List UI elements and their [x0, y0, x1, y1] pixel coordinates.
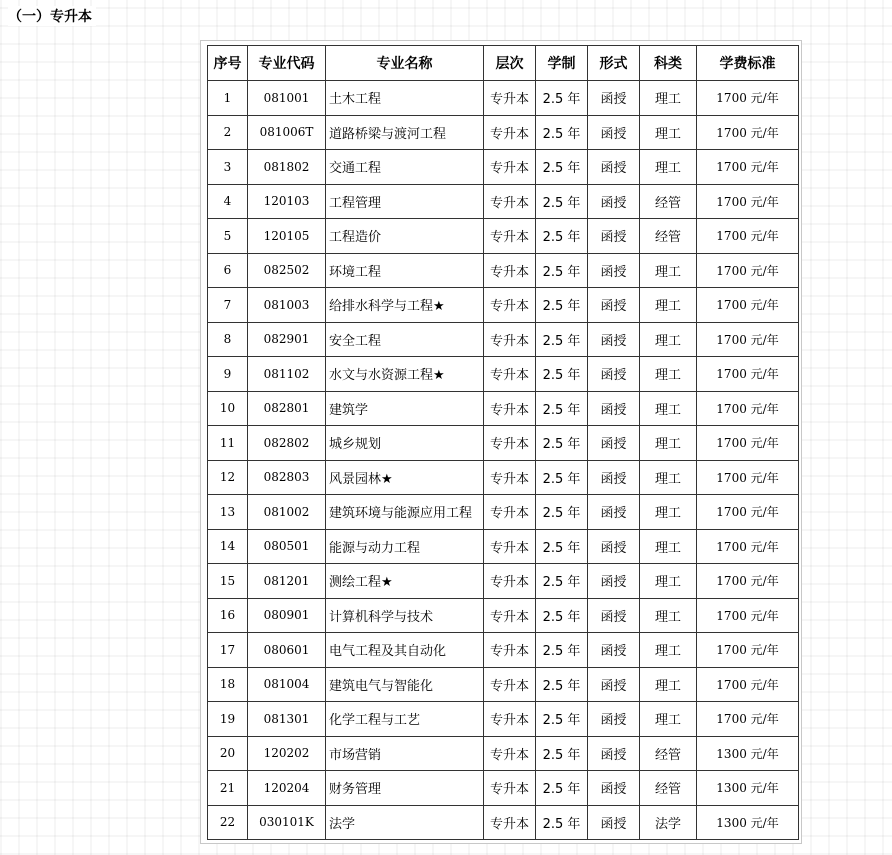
cell-category: 理工	[640, 564, 697, 599]
cell-index: 17	[208, 633, 248, 668]
cell-major-name: 风景园林★	[326, 460, 484, 495]
cell-mode: 函授	[588, 633, 640, 668]
cell-code: 080901	[248, 598, 326, 633]
cell-duration: 2.5 年	[536, 633, 588, 668]
cell-index: 13	[208, 495, 248, 530]
cell-index: 9	[208, 357, 248, 392]
table-row	[208, 598, 799, 633]
cell-code: 082901	[248, 322, 326, 357]
cell-tuition: 1700 元/年	[697, 184, 799, 219]
header-index: 序号	[208, 46, 248, 81]
header-major-name: 专业名称	[326, 46, 484, 81]
cell-category: 经管	[640, 219, 697, 254]
header-code: 专业代码	[248, 46, 326, 81]
cell-code: 081802	[248, 150, 326, 185]
cell-code: 081301	[248, 702, 326, 737]
cell-major-name: 建筑电气与智能化	[326, 667, 484, 702]
cell-major-name: 市场营销	[326, 736, 484, 771]
cell-index: 14	[208, 529, 248, 564]
table-row	[208, 115, 799, 150]
cell-duration: 2.5 年	[536, 115, 588, 150]
cell-index: 16	[208, 598, 248, 633]
table-row	[208, 81, 799, 116]
cell-level: 专升本	[484, 357, 536, 392]
cell-level: 专升本	[484, 495, 536, 530]
cell-duration: 2.5 年	[536, 736, 588, 771]
cell-index: 22	[208, 805, 248, 840]
cell-mode: 函授	[588, 667, 640, 702]
cell-index: 3	[208, 150, 248, 185]
cell-level: 专升本	[484, 115, 536, 150]
table-row	[208, 667, 799, 702]
cell-mode: 函授	[588, 460, 640, 495]
table-row	[208, 736, 799, 771]
cell-code: 081002	[248, 495, 326, 530]
cell-code: 120105	[248, 219, 326, 254]
cell-major-name: 环境工程	[326, 253, 484, 288]
cell-major-name: 水文与水资源工程★	[326, 357, 484, 392]
cell-level: 专升本	[484, 426, 536, 461]
cell-category: 理工	[640, 667, 697, 702]
cell-code: 081102	[248, 357, 326, 392]
cell-duration: 2.5 年	[536, 529, 588, 564]
cell-level: 专升本	[484, 150, 536, 185]
cell-category: 理工	[640, 288, 697, 323]
section-title: （一）专升本	[8, 6, 96, 26]
cell-category: 理工	[640, 115, 697, 150]
table-row	[208, 771, 799, 806]
cell-mode: 函授	[588, 702, 640, 737]
cell-duration: 2.5 年	[536, 391, 588, 426]
cell-duration: 2.5 年	[536, 288, 588, 323]
header-duration: 学制	[536, 46, 588, 81]
cell-major-name: 法学	[326, 805, 484, 840]
cell-tuition: 1700 元/年	[697, 426, 799, 461]
cell-tuition: 1300 元/年	[697, 736, 799, 771]
cell-major-name: 计算机科学与技术	[326, 598, 484, 633]
cell-code: 120103	[248, 184, 326, 219]
cell-mode: 函授	[588, 115, 640, 150]
cell-level: 专升本	[484, 253, 536, 288]
cell-major-name: 财务管理	[326, 771, 484, 806]
cell-mode: 函授	[588, 736, 640, 771]
cell-major-name: 城乡规划	[326, 426, 484, 461]
cell-level: 专升本	[484, 529, 536, 564]
cell-mode: 函授	[588, 219, 640, 254]
cell-mode: 函授	[588, 805, 640, 840]
cell-mode: 函授	[588, 253, 640, 288]
table-row	[208, 150, 799, 185]
cell-level: 专升本	[484, 288, 536, 323]
cell-category: 经管	[640, 736, 697, 771]
cell-level: 专升本	[484, 184, 536, 219]
cell-index: 7	[208, 288, 248, 323]
cell-major-name: 工程造价	[326, 219, 484, 254]
cell-mode: 函授	[588, 357, 640, 392]
cell-major-name: 土木工程	[326, 81, 484, 116]
cell-major-name: 工程管理	[326, 184, 484, 219]
cell-level: 专升本	[484, 460, 536, 495]
cell-tuition: 1700 元/年	[697, 150, 799, 185]
cell-mode: 函授	[588, 495, 640, 530]
cell-tuition: 1700 元/年	[697, 564, 799, 599]
cell-duration: 2.5 年	[536, 253, 588, 288]
cell-major-name: 电气工程及其自动化	[326, 633, 484, 668]
cell-tuition: 1700 元/年	[697, 495, 799, 530]
table-row	[208, 322, 799, 357]
cell-tuition: 1300 元/年	[697, 771, 799, 806]
cell-duration: 2.5 年	[536, 667, 588, 702]
cell-code: 080601	[248, 633, 326, 668]
cell-category: 理工	[640, 426, 697, 461]
cell-level: 专升本	[484, 322, 536, 357]
cell-tuition: 1700 元/年	[697, 460, 799, 495]
cell-major-name: 给排水科学与工程★	[326, 288, 484, 323]
cell-index: 18	[208, 667, 248, 702]
cell-category: 理工	[640, 633, 697, 668]
cell-major-name: 化学工程与工艺	[326, 702, 484, 737]
cell-major-name: 建筑环境与能源应用工程	[326, 495, 484, 530]
cell-level: 专升本	[484, 564, 536, 599]
cell-tuition: 1700 元/年	[697, 253, 799, 288]
cell-level: 专升本	[484, 702, 536, 737]
header-category: 科类	[640, 46, 697, 81]
cell-code: 081004	[248, 667, 326, 702]
cell-code: 120202	[248, 736, 326, 771]
cell-index: 5	[208, 219, 248, 254]
cell-index: 4	[208, 184, 248, 219]
cell-level: 专升本	[484, 633, 536, 668]
cell-category: 理工	[640, 357, 697, 392]
header-mode: 形式	[588, 46, 640, 81]
cell-mode: 函授	[588, 391, 640, 426]
cell-category: 理工	[640, 81, 697, 116]
table-row	[208, 633, 799, 668]
cell-mode: 函授	[588, 184, 640, 219]
cell-tuition: 1700 元/年	[697, 633, 799, 668]
cell-category: 法学	[640, 805, 697, 840]
table-row	[208, 702, 799, 737]
cell-category: 理工	[640, 322, 697, 357]
cell-major-name: 能源与动力工程	[326, 529, 484, 564]
table-body	[208, 81, 799, 840]
cell-index: 15	[208, 564, 248, 599]
header-level: 层次	[484, 46, 536, 81]
table-row	[208, 564, 799, 599]
cell-index: 1	[208, 81, 248, 116]
cell-tuition: 1700 元/年	[697, 115, 799, 150]
cell-duration: 2.5 年	[536, 598, 588, 633]
table-row	[208, 460, 799, 495]
cell-index: 2	[208, 115, 248, 150]
table-row	[208, 253, 799, 288]
table-container	[200, 40, 802, 844]
cell-mode: 函授	[588, 322, 640, 357]
cell-duration: 2.5 年	[536, 805, 588, 840]
cell-code: 082802	[248, 426, 326, 461]
cell-index: 6	[208, 253, 248, 288]
cell-code: 030101K	[248, 805, 326, 840]
cell-mode: 函授	[588, 81, 640, 116]
cell-major-name: 测绘工程★	[326, 564, 484, 599]
table-row	[208, 495, 799, 530]
cell-tuition: 1700 元/年	[697, 219, 799, 254]
cell-index: 10	[208, 391, 248, 426]
cell-level: 专升本	[484, 391, 536, 426]
cell-duration: 2.5 年	[536, 426, 588, 461]
cell-duration: 2.5 年	[536, 81, 588, 116]
cell-index: 20	[208, 736, 248, 771]
cell-tuition: 1700 元/年	[697, 702, 799, 737]
cell-code: 082801	[248, 391, 326, 426]
cell-code: 081201	[248, 564, 326, 599]
majors-table	[207, 45, 799, 840]
cell-category: 经管	[640, 184, 697, 219]
cell-level: 专升本	[484, 805, 536, 840]
cell-category: 理工	[640, 702, 697, 737]
cell-category: 理工	[640, 529, 697, 564]
cell-category: 理工	[640, 150, 697, 185]
cell-category: 理工	[640, 598, 697, 633]
cell-tuition: 1700 元/年	[697, 391, 799, 426]
table-row	[208, 805, 799, 840]
table-row	[208, 219, 799, 254]
cell-level: 专升本	[484, 598, 536, 633]
table-row	[208, 529, 799, 564]
cell-index: 19	[208, 702, 248, 737]
table-header-row	[208, 46, 799, 81]
cell-duration: 2.5 年	[536, 702, 588, 737]
cell-tuition: 1700 元/年	[697, 81, 799, 116]
cell-duration: 2.5 年	[536, 564, 588, 599]
cell-mode: 函授	[588, 288, 640, 323]
cell-level: 专升本	[484, 667, 536, 702]
cell-tuition: 1700 元/年	[697, 357, 799, 392]
table-row	[208, 288, 799, 323]
cell-level: 专升本	[484, 771, 536, 806]
table-row	[208, 357, 799, 392]
cell-code: 081001	[248, 81, 326, 116]
cell-index: 11	[208, 426, 248, 461]
cell-category: 理工	[640, 391, 697, 426]
cell-duration: 2.5 年	[536, 322, 588, 357]
cell-level: 专升本	[484, 736, 536, 771]
cell-tuition: 1700 元/年	[697, 598, 799, 633]
cell-mode: 函授	[588, 598, 640, 633]
cell-duration: 2.5 年	[536, 357, 588, 392]
cell-code: 081003	[248, 288, 326, 323]
header-tuition: 学费标准	[697, 46, 799, 81]
cell-code: 082803	[248, 460, 326, 495]
cell-duration: 2.5 年	[536, 219, 588, 254]
table-row	[208, 391, 799, 426]
cell-index: 8	[208, 322, 248, 357]
cell-duration: 2.5 年	[536, 771, 588, 806]
cell-tuition: 1700 元/年	[697, 667, 799, 702]
cell-major-name: 安全工程	[326, 322, 484, 357]
cell-mode: 函授	[588, 529, 640, 564]
cell-code: 081006T	[248, 115, 326, 150]
cell-index: 12	[208, 460, 248, 495]
cell-category: 理工	[640, 460, 697, 495]
cell-category: 理工	[640, 495, 697, 530]
table-row	[208, 184, 799, 219]
cell-mode: 函授	[588, 564, 640, 599]
cell-code: 080501	[248, 529, 326, 564]
cell-tuition: 1700 元/年	[697, 322, 799, 357]
cell-code: 082502	[248, 253, 326, 288]
cell-major-name: 建筑学	[326, 391, 484, 426]
cell-major-name: 道路桥梁与渡河工程	[326, 115, 484, 150]
cell-level: 专升本	[484, 81, 536, 116]
cell-mode: 函授	[588, 150, 640, 185]
table-row	[208, 426, 799, 461]
cell-code: 120204	[248, 771, 326, 806]
cell-duration: 2.5 年	[536, 150, 588, 185]
cell-duration: 2.5 年	[536, 184, 588, 219]
cell-major-name: 交通工程	[326, 150, 484, 185]
cell-tuition: 1300 元/年	[697, 805, 799, 840]
cell-mode: 函授	[588, 426, 640, 461]
cell-index: 21	[208, 771, 248, 806]
cell-level: 专升本	[484, 219, 536, 254]
cell-tuition: 1700 元/年	[697, 529, 799, 564]
cell-mode: 函授	[588, 771, 640, 806]
cell-duration: 2.5 年	[536, 460, 588, 495]
cell-category: 理工	[640, 253, 697, 288]
cell-category: 经管	[640, 771, 697, 806]
cell-duration: 2.5 年	[536, 495, 588, 530]
cell-tuition: 1700 元/年	[697, 288, 799, 323]
